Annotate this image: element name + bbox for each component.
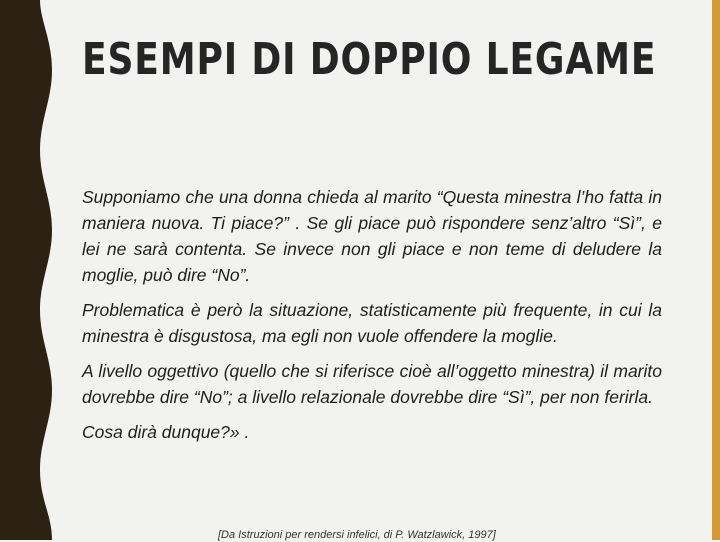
paragraph-2: Problematica è però la situazione, statisticamente più frequente, in cui la minestra è disgustosa, ma egli non vuole offendere la moglie.	[82, 300, 662, 346]
paragraph-1: Supponiamo che una donna chieda al marito “Questa minestra l’ho fatta in maniera nuova. Ti piace?” . Se gli piace può rispondere senz’altro “Sì”, e lei ne sarà contenta. Se invece non gli piace e non teme di deludere la moglie, può dire “No”.	[82, 187, 662, 285]
decorative-wavy-band	[0, 0, 60, 540]
slide-body	[82, 184, 662, 454]
slide-title: ESEMPI DI DOPPIO LEGAME	[82, 34, 657, 85]
paragraph-3: A livello oggettivo (quello che si riferisce cioè all’oggetto minestra) il marito dovrebbe dire “No”; a livello relazionale dovrebbe dire “Sì”, per non ferirla.	[82, 361, 662, 407]
source-citation: [Da Istruzioni per rendersi infelici, di P. Watzlawick, 1997]	[218, 529, 496, 541]
paragraph-4: Cosa dirà dunque?» .	[82, 422, 250, 442]
accent-bar	[712, 0, 720, 540]
